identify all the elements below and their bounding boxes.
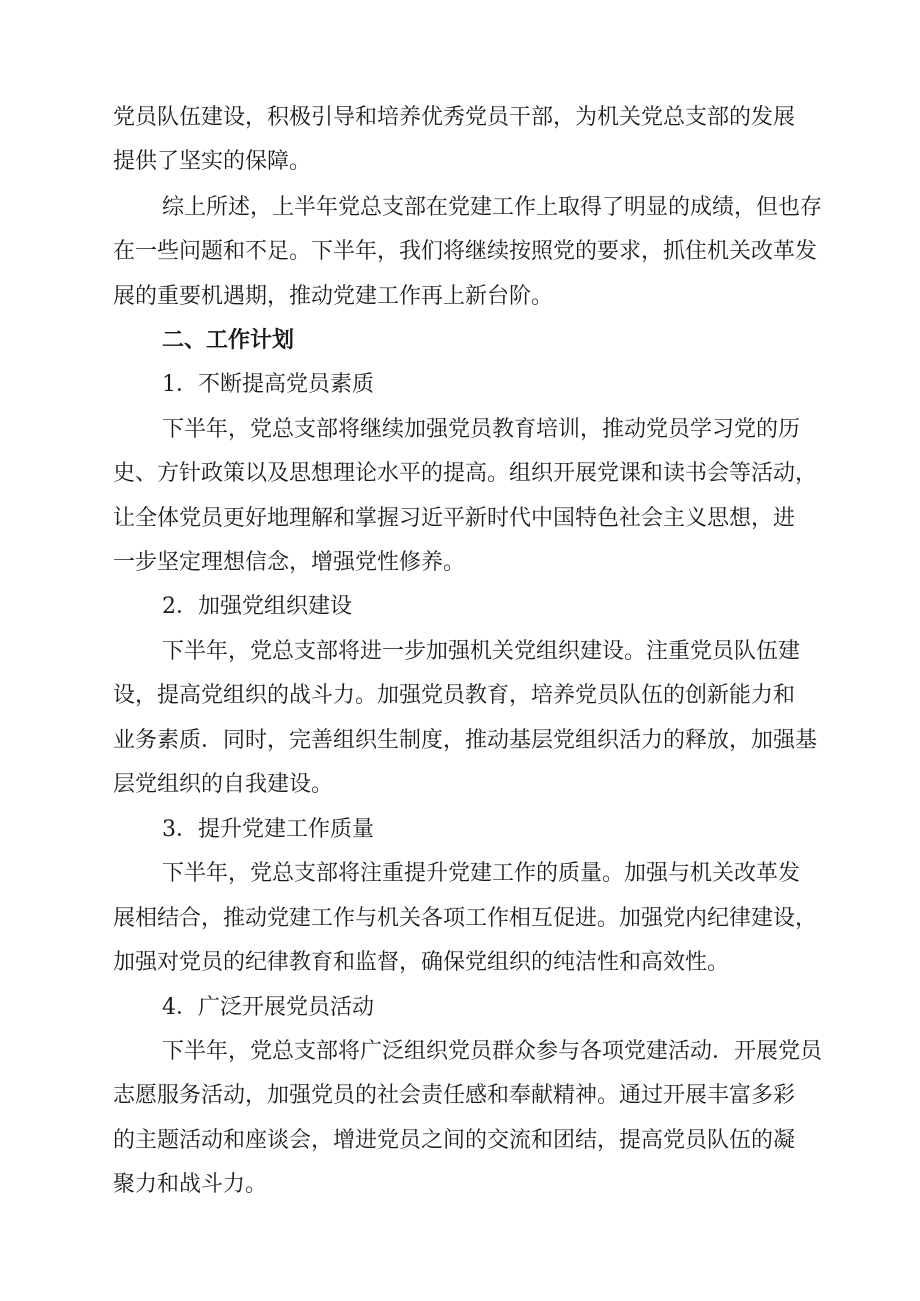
intro-line-2: 提供了坚实的保障。 <box>113 149 312 174</box>
item-4-line-2: 志愿服务活动，加强党员的社会责任感和奉献精神。通过开展丰富多彩 <box>113 1083 796 1108</box>
item-1-line-4: 一步坚定理想信念，增强党性修养。 <box>113 550 466 575</box>
item-1-line-3: 让全体党员更好地理解和掌握习近平新时代中国特色社会主义思想，进 <box>113 506 796 531</box>
item-4-line-1: 下半年，党总支部将广泛组织党员群众参与各项党建活动．开展党员 <box>162 1039 823 1064</box>
item-4-line-3: 的主题活动和座谈会，增进党员之间的交流和团结，提高党员队伍的凝 <box>113 1128 796 1153</box>
item-3-line-2: 展相结合，推动党建工作与机关各项工作相互促进。加强党内纪律建设， <box>113 906 818 931</box>
item-4-line-4: 聚力和战斗力。 <box>113 1172 268 1197</box>
item-2-heading: 2．加强党组织建设 <box>162 594 352 619</box>
item-3-line-1: 下半年，党总支部将注重提升党建工作的质量。加强与机关改革发 <box>162 861 801 886</box>
item-1-line-2: 史、方针政策以及思想理论水平的提高。组织开展党课和读书会等活动， <box>113 461 818 486</box>
item-2-line-1: 下半年，党总支部将进一步加强机关党组织建设。注重党员队伍建 <box>162 639 801 664</box>
item-3-heading: 3．提升党建工作质量 <box>162 817 374 842</box>
item-3-line-3: 加强对党员的纪律教育和监督，确保党组织的纯洁性和高效性。 <box>113 950 730 975</box>
section-title: 二、工作计划 <box>162 328 295 353</box>
item-1-heading: 1．不断提高党员素质 <box>162 372 374 397</box>
summary-line-3: 展的重要机遇期，推动党建工作再上新台阶。 <box>113 284 554 309</box>
summary-line-1: 综上所述，上半年党总支部在党建工作上取得了明显的成绩，但也存 <box>162 195 823 220</box>
item-2-line-2: 设，提高党组织的战斗力。加强党员教育，培养党员队伍的创新能力和 <box>113 683 796 708</box>
item-2-line-4: 层党组织的自我建设。 <box>113 772 334 797</box>
item-1-line-1: 下半年，党总支部将继续加强党员教育培训，推动党员学习党的历 <box>162 417 801 442</box>
intro-line-1: 党员队伍建设，积极引导和培养优秀党员干部，为机关党总支部的发展 <box>113 105 796 130</box>
summary-line-2: 在一些问题和不足。下半年，我们将继续按照党的要求，抓住机关改革发 <box>113 239 818 264</box>
item-4-heading: 4．广泛开展党员活动 <box>162 995 374 1020</box>
item-2-line-3: 业务素质．同时，完善组织生制度，推动基层党组织活力的释放，加强基 <box>113 728 818 753</box>
